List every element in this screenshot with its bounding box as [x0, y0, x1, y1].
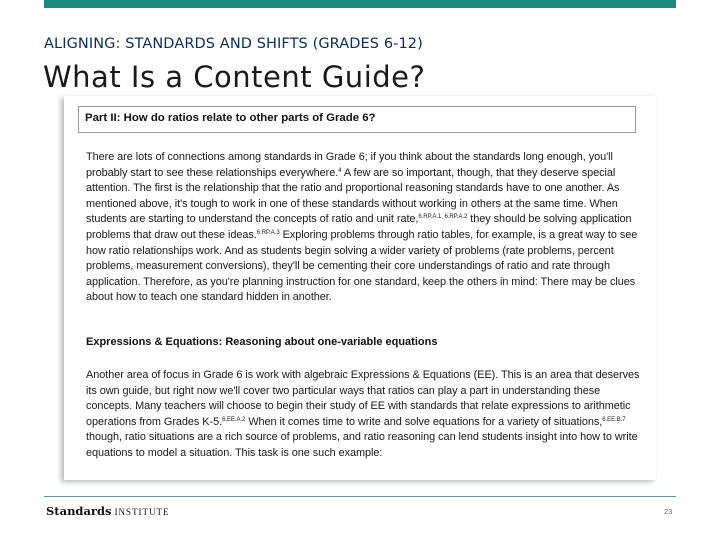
logo-light-text: INSTITUTE: [114, 507, 170, 517]
paragraph-ratios: [86, 150, 646, 306]
standard-ref: 6.EE.B.7: [602, 416, 626, 423]
standard-ref: 6.RP.A.1, 6.RP.A.2: [418, 214, 468, 221]
paragraph-text: Exploring problems through ratio tables, for example, is a great way to see how ratio relationships work. And as students begin solving a wider variety of problems (rate problems, percent problems, measurement conversions), they'll be cementing their core understandings of ratio and rate through application. Therefore, as you're planning instruction for one standard, keep the others in mind: There may be clues about how to teach one standard hidden in another.: [86, 228, 638, 304]
paragraph-text: Another area of focus in Grade 6 is work with algebraic Expressions & Equations (EE). This is an area that deserves its own guide, but right now we'll cover two particular ways that ratios can play a part in understanding these concepts. Many teachers will choose to begin their study of EE with standards that relate expressions to arithmetic operations from Grades K-5.: [86, 369, 640, 428]
paragraph-text: they should be solving application problems that draw out these ideas.: [86, 213, 632, 241]
slide-title: What Is a Content Guide?: [43, 60, 426, 94]
content-guide-excerpt: [64, 96, 656, 480]
paragraph-text: When it comes time to write and solve equations for a variety of situations,: [245, 415, 603, 428]
slide-kicker: ALIGNING: STANDARDS AND SHIFTS (GRADES 6-12): [44, 36, 423, 52]
standards-institute-logo: [46, 504, 170, 518]
standard-ref: 6.EE.A.2: [222, 416, 246, 423]
section-heading: Expressions & Equations: Reasoning about one-variable equations: [86, 336, 438, 348]
paragraph-text: though, ratio situations are a rich source of problems, and ratio reasoning can lend students insight into how to write equations to model a situation. This task is one such example:: [86, 431, 638, 459]
paragraph-text: A few are so important, though, that they deserve special attention. The first is the relationship that the ratio and proportional reasoning standards have to one another. As mentioned above, it's tough to work in one of these standards without working in others at the same time. When students are starting to understand the concepts of ratio and unit rate,: [86, 166, 620, 226]
standard-ref: 6.RP.A.3: [256, 229, 280, 236]
paragraph-text: There are lots of connections among standards in Grade 6; if you think about the standards long enough, you'll probably start to see these relationships everywhere.: [86, 151, 613, 179]
top-accent-bar: [44, 0, 676, 8]
footnote-ref: 4: [338, 167, 342, 174]
logo-bold-text: Standards: [46, 504, 112, 518]
part-heading: Part II: How do ratios relate to other parts of Grade 6?: [85, 112, 376, 124]
footer-divider: [44, 496, 676, 497]
page-number: 23: [664, 507, 673, 516]
part-heading-box: [78, 106, 636, 133]
paragraph-expressions: [86, 368, 646, 462]
